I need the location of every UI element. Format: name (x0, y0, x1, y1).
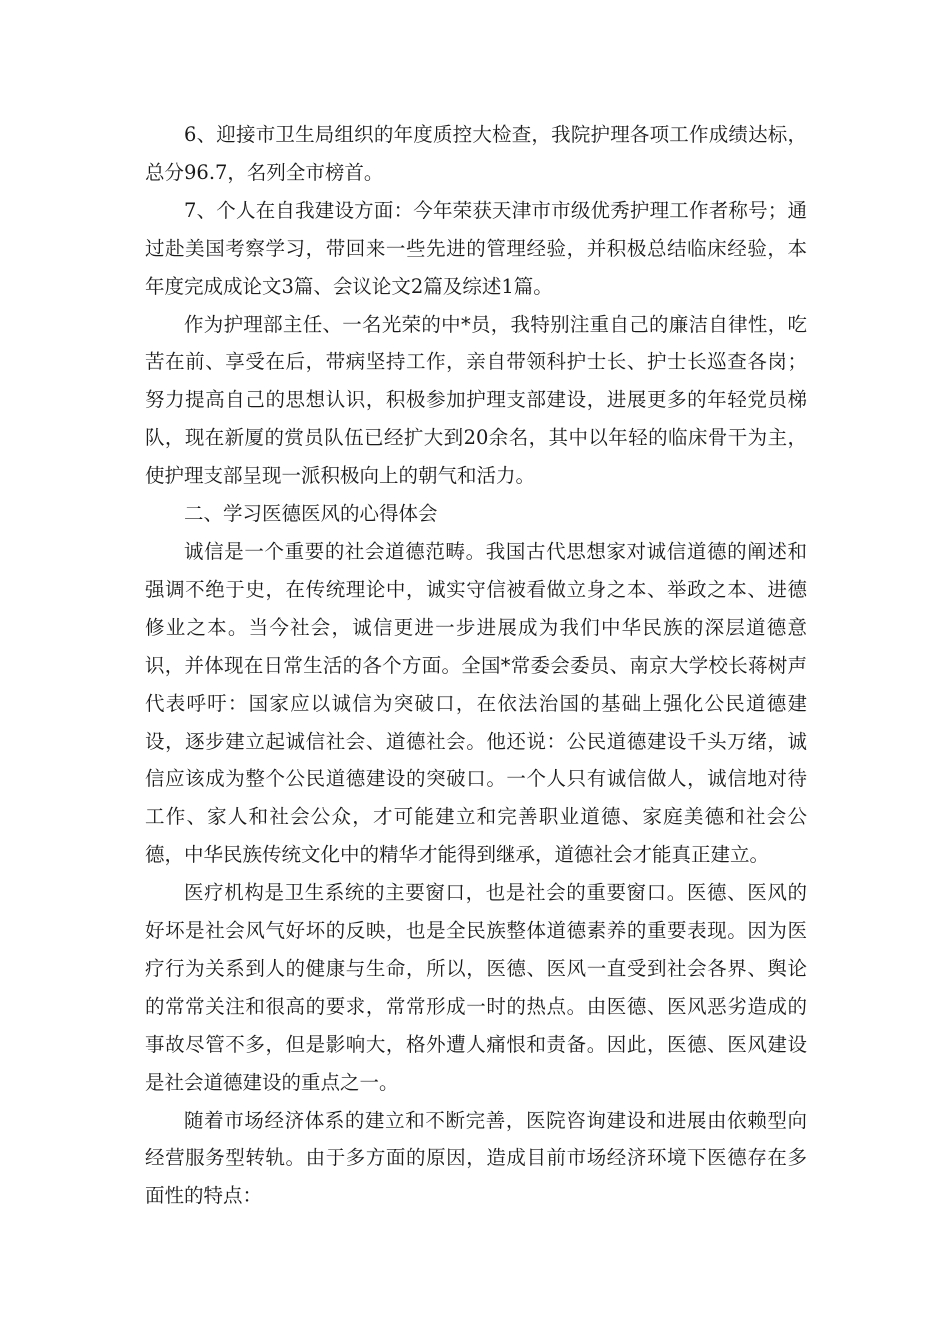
paragraph-medical-institutions: 医疗机构是卫生系统的主要窗口，也是社会的重要窗口。医德、医风的好坏是社会风气好坏的反映，也是全民族整体道德素养的重要表现。因为医疗行为关系到人的健康与生命，所以，医德、医风一直受到社会各界、舆论的常常关注和很高的要求，常常形成一时的热点。由医德、医风恶劣造成的事故尽管不多，但是影响大，格外遭人痛恨和责备。因此，医德、医风建设是社会道德建设的重点之一。 (145, 881, 807, 1094)
paragraph-market-economy: 随着市场经济体系的建立和不断完善，医院咨询建设和进展由依赖型向经营服务型转轨。由于多方面的原因，造成目前市场经济环境下医德存在多面性的特点： (145, 1108, 807, 1208)
paragraph-item-6: 6、迎接市卫生局组织的年度质控大检查，我院护理各项工作成绩达标，总分96.7，名列全市榜首。 (145, 123, 807, 184)
paragraph-integrity: 诚信是一个重要的社会道德范畴。我国古代思想家对诚信道德的阐述和强调不绝于史，在传统理论中，诚实守信被看做立身之本、举政之本、进德修业之本。当今社会，诚信更进一步进展成为我们中华民族的深层道德意识，并体现在日常生活的各个方面。全国*常委会委员、南京大学校长蒋树声代表呼吁：国家应以诚信为突破口，在依法治国的基础上强化公民道德建设，逐步建立起诚信社会、道德社会。他还说：公民道德建设千头万绪，诚信应该成为整个公民道德建设的突破口。一个人只有诚信做人，诚信地对待工作、家人和社会公众，才可能建立和完善职业道德、家庭美德和社会公德，中华民族传统文化中的精华才能得到继承，道德社会才能真正建立。 (145, 539, 807, 867)
paragraph-item-7: 7、个人在自我建设方面：今年荣获天津市市级优秀护理工作者称号；通过赴美国考察学习，带回来一些先进的管理经验，并积极总结临床经验，本年度完成成论文3篇、会议论文2篇及综述1篇。 (145, 198, 807, 298)
document-body (145, 116, 807, 1215)
section-heading: 二、学习医德医风的心得体会 (184, 502, 438, 526)
paragraph-self-discipline: 作为护理部主任、一名光荣的中*员，我特别注重自己的廉洁自律性，吃苦在前、享受在后，带病坚持工作，亲自带领科护士长、护士长巡查各岗；努力提高自己的思想认识，积极参加护理支部建设，进展更多的年轻党员梯队，现在新厦的赏员队伍已经扩大到20余名，其中以年轻的临床骨干为主，使护理支部呈现一派积极向上的朝气和活力。 (145, 312, 807, 488)
